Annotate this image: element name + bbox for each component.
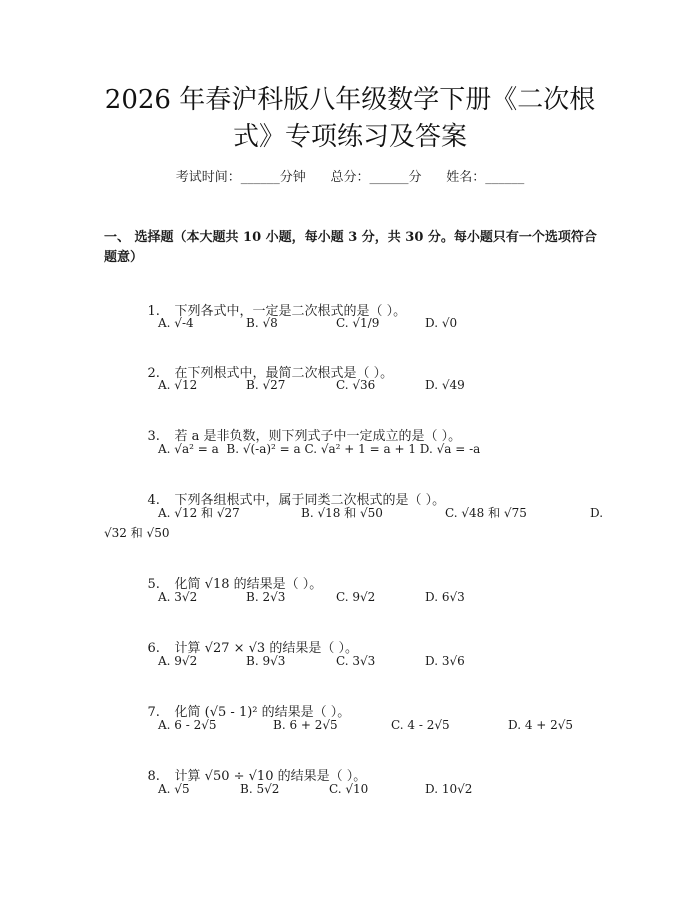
- question-number: 7.: [147, 705, 160, 720]
- option-a: A. 3√2: [158, 590, 198, 604]
- question-stem: 化简 √18 的结果是（ ）。: [174, 577, 323, 592]
- question-stem: 若 a 是非负数，则下列式子中一定成立的是（ ）。: [174, 429, 462, 444]
- question-8-options: [158, 779, 473, 899]
- option-b: B. 5√2: [240, 782, 280, 796]
- option-c: C. √48 和 √75: [445, 506, 527, 520]
- question-4-option-d-wrap: √32 和 √50: [104, 526, 170, 540]
- option-d: D. √49: [425, 378, 465, 392]
- option-d: D. 4 + 2√5: [508, 718, 574, 732]
- option-b: B. 2√3: [246, 590, 286, 604]
- question-stem: 化简 (√5 - 1)² 的结果是（ ）。: [174, 705, 351, 720]
- option-d: D. 3√6: [425, 654, 465, 668]
- question-number: 6.: [147, 641, 160, 656]
- option-d: D.: [590, 506, 604, 520]
- option-a: A. 6 - 2√5: [158, 718, 217, 732]
- question-stem: 在下列根式中，最简二次根式是（ ）。: [174, 366, 394, 381]
- question-number: 8.: [147, 769, 160, 784]
- option-a: A. √5: [158, 782, 190, 796]
- option-c: C. 9√2: [336, 590, 376, 604]
- option-a: A. √12 和 √27: [158, 506, 240, 520]
- option-c: C. √10: [329, 782, 369, 796]
- question-number: 4.: [147, 493, 160, 508]
- option-d: D. √0: [425, 316, 458, 330]
- question-number: 1.: [147, 304, 160, 319]
- question-3-options: A. √a² = a B. √(-a)² = a C. √a² + 1 = a + 1 D. √a = -a: [158, 442, 481, 456]
- question-stem: 下列各式中，一定是二次根式的是（ ）。: [174, 304, 407, 319]
- option-b: B. √18 和 √50: [301, 506, 383, 520]
- question-stem: 下列各组根式中，属于同类二次根式的是（ ）。: [174, 493, 446, 508]
- option-d: D. 10√2: [425, 782, 473, 796]
- option-a: A. √12: [158, 378, 198, 392]
- question-number: 5.: [147, 577, 160, 592]
- exam-info-line: 考试时间：______分钟 总分：______分 姓名：______: [175, 170, 525, 185]
- question-stem: 计算 √50 ÷ √10 的结果是（ ）。: [174, 769, 367, 784]
- option-b: B. 9√3: [246, 654, 286, 668]
- option-b: B. √8: [246, 316, 278, 330]
- option-b: B. √27: [246, 378, 286, 392]
- option-a: A. 9√2: [158, 654, 198, 668]
- option-c: C. √1/9: [336, 316, 380, 330]
- document-title-line-1: 2026 年春沪科版八年级数学下册《二次根: [104, 85, 596, 115]
- option-d: D. 6√3: [425, 590, 465, 604]
- document-title-line-2: 式》专项练习及答案: [232, 122, 467, 152]
- option-c: C. 3√3: [336, 654, 376, 668]
- question-number: 3.: [147, 429, 160, 444]
- question-stem: 计算 √27 × √3 的结果是（ ）。: [174, 641, 358, 656]
- option-b: B. 6 + 2√5: [273, 718, 338, 732]
- option-a: A. √-4: [158, 316, 194, 330]
- option-c: C. √36: [336, 378, 376, 392]
- question-number: 2.: [147, 366, 160, 381]
- option-c: C. 4 - 2√5: [391, 718, 450, 732]
- section-heading: 一、 选择题（本大题共 10 小题，每小题 3 分，共 30 分。每小题只有一个选项符合题意）: [104, 230, 597, 265]
